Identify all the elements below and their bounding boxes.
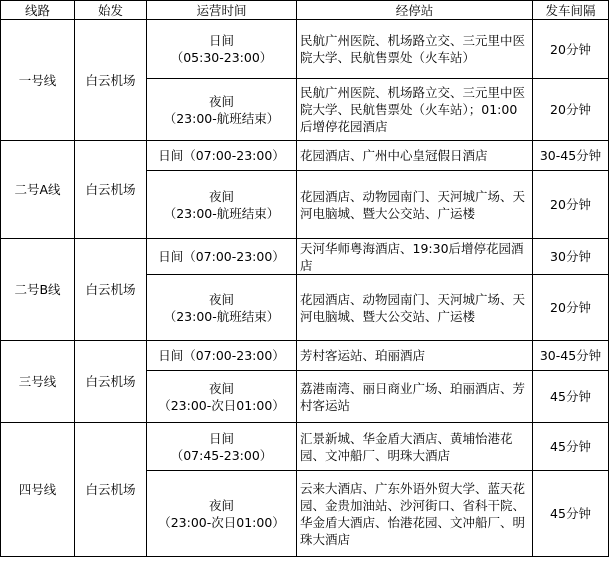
header-operating-hours: 运营时间 <box>147 1 297 20</box>
operating-period: 日间 （05:30-23:00） <box>147 20 297 79</box>
interval: 20分钟 <box>533 20 609 79</box>
stops-list: 云来大酒店、广东外语外贸大学、蓝天花园、金贵加油站、沙河街口、省科干院、华金盾大酒店、怡港花园、文冲船厂、明珠大酒店 <box>297 471 533 557</box>
table-row <box>1 341 609 371</box>
interval: 30-45分钟 <box>533 141 609 171</box>
stops-list: 花园酒店、广州中心皇冠假日酒店 <box>297 141 533 171</box>
table-row <box>1 141 609 171</box>
stops-list: 荔港南湾、丽日商业广场、珀丽酒店、芳村客运站 <box>297 371 533 423</box>
interval: 20分钟 <box>533 79 609 141</box>
stops-list: 天河华师粤海酒店、19:30后增停花园酒店 <box>297 239 533 275</box>
operating-period: 日间（07:00-23:00） <box>147 341 297 371</box>
header-line: 线路 <box>1 1 75 20</box>
interval: 20分钟 <box>533 275 609 341</box>
operating-period: 夜间 （23:00-次日01:00） <box>147 471 297 557</box>
header-origin: 始发 <box>75 1 147 20</box>
origin: 白云机场 <box>75 341 147 423</box>
operating-period: 日间（07:00-23:00） <box>147 141 297 171</box>
origin: 白云机场 <box>75 239 147 341</box>
line-name: 二号B线 <box>1 239 75 341</box>
origin: 白云机场 <box>75 141 147 239</box>
operating-period: 夜间 （23:00-航班结束） <box>147 79 297 141</box>
line-name: 二号A线 <box>1 141 75 239</box>
operating-period: 夜间 （23:00-次日01:00） <box>147 371 297 423</box>
line-name: 四号线 <box>1 423 75 557</box>
stops-list: 民航广州医院、机场路立交、三元里中医院大学、民航售票处（火车站）；01:00后增停花园酒店 <box>297 79 533 141</box>
operating-period: 夜间 （23:00-航班结束） <box>147 275 297 341</box>
header-stops: 经停站 <box>297 1 533 20</box>
header-row <box>1 1 609 20</box>
stops-list: 花园酒店、动物园南门、天河城广场、天河电脑城、暨大公交站、广运楼 <box>297 275 533 341</box>
line-name: 三号线 <box>1 341 75 423</box>
operating-period: 夜间 （23:00-航班结束） <box>147 171 297 239</box>
origin: 白云机场 <box>75 423 147 557</box>
operating-period: 日间（07:00-23:00） <box>147 239 297 275</box>
table-row <box>1 20 609 79</box>
interval: 20分钟 <box>533 171 609 239</box>
operating-period: 日间 （07:45-23:00） <box>147 423 297 471</box>
line-name: 一号线 <box>1 20 75 141</box>
stops-list: 民航广州医院、机场路立交、三元里中医院大学、民航售票处（火车站） <box>297 20 533 79</box>
interval: 30分钟 <box>533 239 609 275</box>
origin: 白云机场 <box>75 20 147 141</box>
interval: 45分钟 <box>533 423 609 471</box>
interval: 45分钟 <box>533 471 609 557</box>
table-row <box>1 423 609 471</box>
interval: 45分钟 <box>533 371 609 423</box>
stops-list: 花园酒店、动物园南门、天河城广场、天河电脑城、暨大公交站、广运楼 <box>297 171 533 239</box>
stops-list: 芳村客运站、珀丽酒店 <box>297 341 533 371</box>
interval: 30-45分钟 <box>533 341 609 371</box>
stops-list: 汇景新城、华金盾大酒店、黄埔怡港花园、文冲船厂、明珠大酒店 <box>297 423 533 471</box>
header-interval: 发车间隔 <box>533 1 609 20</box>
table-row <box>1 239 609 275</box>
